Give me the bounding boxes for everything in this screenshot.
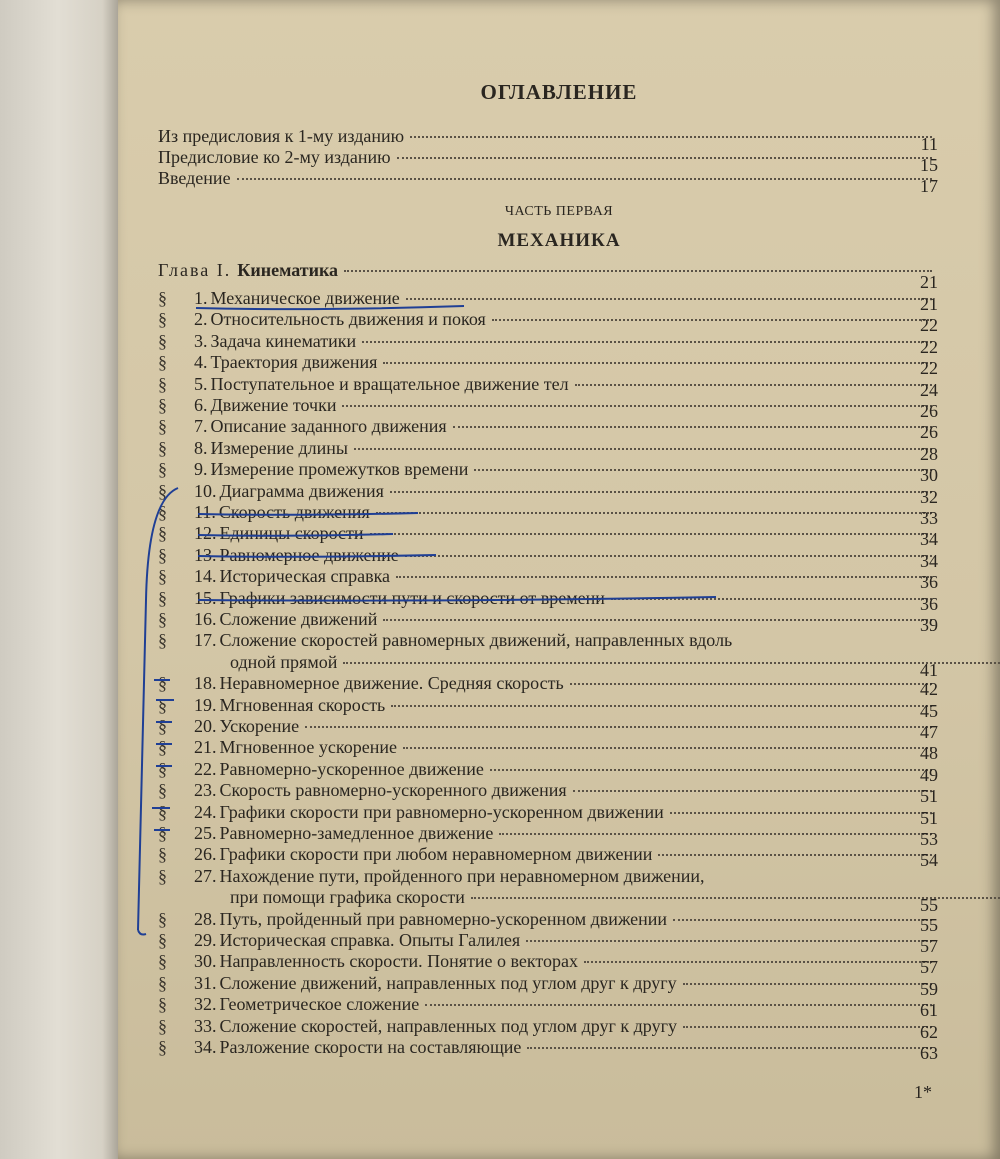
entry-label: Графики скорости при любом неравномерном движении [219,844,653,865]
page-number: 51 [920,786,938,807]
section-sign: § [158,437,167,458]
chapter-title: Кинематика [237,260,339,280]
section-sign: § [158,801,167,822]
section-sign: § [158,373,167,394]
entry-label: Траектория движения [210,352,378,373]
section-number: 4. [194,352,208,373]
section-number: 23. [194,780,217,801]
section-sign: § [158,609,167,629]
entry-label: Механическое движение [210,288,400,308]
entry-label: Измерение длины [210,437,348,458]
section-sign: § [158,330,167,351]
section-number: 7. [194,416,208,437]
section-number: 3. [194,330,208,351]
page-number: 47 [920,722,938,742]
entry-label: Предисловие ко 2-му изданию [158,147,391,167]
section-number: 9. [194,459,208,480]
page-number: 42 [920,679,938,700]
section-number: 24. [194,801,217,822]
entry-label: Единицы скорости [219,523,364,544]
page-number: 51 [920,807,938,828]
entry-label: одной прямой [230,651,338,672]
section-number: 13. [194,544,217,565]
section-number: 26. [194,844,217,865]
chapter-number: Глава I. [158,260,232,280]
entry-label: Задача кинематики [210,330,357,351]
entry-label: Сложение скоростей, направленных под углом друг к другу [219,1015,677,1036]
section-number: 31. [194,972,217,993]
page-number: 30 [920,465,938,486]
section-sign: § [158,994,167,1015]
page-number: 34 [920,550,938,571]
page-number: 61 [920,1000,938,1021]
page-number: 22 [920,358,938,379]
entry-label: Движение точки [210,395,337,415]
page-number: 26 [920,422,938,443]
entry-label: Сложение движений [219,609,378,629]
page-number: 22 [920,315,938,336]
page-number: 28 [920,443,938,464]
page-number: 22 [920,336,938,357]
page-number: 11 [920,134,938,154]
entry-label: Равномерное движение [219,544,399,565]
page-number: 62 [920,1021,938,1042]
page-number: 36 [920,572,938,593]
section-sign: § [158,908,167,929]
section-number: 32. [194,994,217,1015]
page-number: 21 [920,294,938,314]
page-number: 32 [920,486,938,507]
entry-label: Диаграмма движения [219,480,384,501]
section-sign: § [158,587,167,608]
section-sign: § [158,566,167,587]
section-number: 19. [194,694,217,715]
part-label: ЧАСТЬ ПЕРВАЯ [504,204,614,219]
section-number: 28. [194,908,217,929]
page-number: 55 [920,914,938,935]
section-sign: § [158,416,167,437]
section-number: 1. [194,288,208,308]
section-sign: § [158,780,167,801]
section-sign: § [158,844,167,865]
page-number: 49 [920,764,938,785]
entry-label: Разложение скорости на составляющие [219,1037,522,1057]
section-number: 12. [194,523,217,544]
entry-label: Историческая справка. Опыты Галилея [219,930,521,950]
entry-label: Равномерно-замедленное движение [219,823,494,843]
entry-label: Введение [158,168,231,188]
page-number: 45 [920,700,938,721]
entry-label: Графики зависимости пути и скорости от времени [219,587,605,608]
facing-page-edge [0,0,128,1159]
entry-label: Нахождение пути, пройденного при неравномерном движении, [219,865,705,886]
page-footer-mark: 1* [914,1082,932,1102]
entry-label: Относительность движения и покоя [210,309,486,330]
section-number: 29. [194,930,217,950]
page-number: 33 [920,508,938,528]
page-number: 48 [920,743,938,764]
section-sign: § [158,823,167,843]
page-number: 36 [920,593,938,614]
section-number: 20. [194,716,217,736]
section-sign: § [158,951,167,972]
section-number: 15. [194,587,217,608]
page-number: 34 [920,529,938,550]
section-sign: § [158,630,167,651]
entry-label: при помощи графика скорости [230,887,465,908]
section-sign: § [158,972,167,993]
section-number: 21. [194,737,217,758]
page-number: 15 [920,155,938,175]
entry-label: Скорость движения [218,502,370,522]
entry-label: Измерение промежутков времени [210,459,469,480]
page-number: 39 [920,615,938,635]
section-sign: § [158,716,167,736]
page-number: 54 [920,850,938,871]
page-number: 55 [920,895,938,916]
entry-label: Историческая справка [219,566,391,587]
section-sign: § [158,694,167,715]
section-number: 34. [194,1037,217,1057]
section-number: 33. [194,1015,217,1036]
section-number: 25. [194,823,217,843]
entry-label: Мгновенное ускорение [219,737,397,758]
entry-label: Поступательное и вращательное движение тел [210,373,569,394]
entry-label: Описание заданного движения [210,416,447,437]
page-number: 24 [920,379,938,400]
section-number: 14. [194,566,217,587]
entry-label: Мгновенная скорость [219,694,386,715]
entry-label: Неравномерное движение. Средняя скорость [219,673,564,694]
entry-label: Сложение движений, направленных под углом друг к другу [219,972,677,993]
section-sign: § [158,352,167,373]
section-sign: § [158,1015,167,1036]
entry-label: Графики скорости при равномерно-ускоренном движении [219,801,664,822]
page-number: 41 [920,659,938,680]
section-sign: § [158,758,167,779]
part-title: МЕХАНИКА [497,230,621,251]
section-sign: § [158,502,167,522]
page-number: 21 [920,272,938,292]
entry-label: Путь, пройденный при равномерно-ускоренном движении [219,908,668,929]
section-number: 11. [194,502,216,522]
section-sign: § [158,865,167,886]
section-number: 18. [194,673,217,694]
section-sign: § [158,673,167,694]
section-number: 27. [194,865,217,886]
page-number: 26 [920,401,938,421]
section-sign: § [158,1037,167,1057]
entry-label: Ускорение [219,716,300,736]
section-sign: § [158,395,167,415]
section-number: 30. [194,951,217,972]
entry-label: Равномерно-ускоренное движение [219,758,484,779]
section-number: 17. [194,630,217,651]
section-number: 16. [194,609,217,629]
section-number: 8. [194,437,208,458]
page-number: 17 [920,176,938,196]
entry-label: Скорость равномерно-ускоренного движения [219,780,567,801]
entry-label: Геометрическое сложение [219,994,420,1015]
entry-label: Сложение скоростей равномерных движений, направленных вдоль [219,630,733,651]
section-sign: § [158,288,167,308]
section-number: 5. [194,373,208,394]
section-sign: § [158,309,167,330]
section-sign: § [158,544,167,565]
section-number: 6. [194,395,208,415]
section-sign: § [158,930,167,950]
section-number: 22. [194,758,217,779]
toc-page [118,0,1000,1159]
section-sign: § [158,480,167,501]
section-sign: § [158,737,167,758]
section-number: 10. [194,480,217,501]
page-number: 59 [920,978,938,999]
section-sign: § [158,523,167,544]
page-title: ОГЛАВЛЕНИЕ [480,80,638,104]
entry-label: Из предисловия к 1-му изданию [158,126,405,146]
pen-annotations [118,0,1000,1159]
page-number: 63 [920,1043,938,1063]
section-number: 2. [194,309,208,330]
entry-label: Направленность скорости. Понятие о векторах [219,951,579,972]
page-number: 57 [920,936,938,956]
section-sign: § [158,459,167,480]
page-number: 57 [920,957,938,978]
page-number: 53 [920,829,938,849]
